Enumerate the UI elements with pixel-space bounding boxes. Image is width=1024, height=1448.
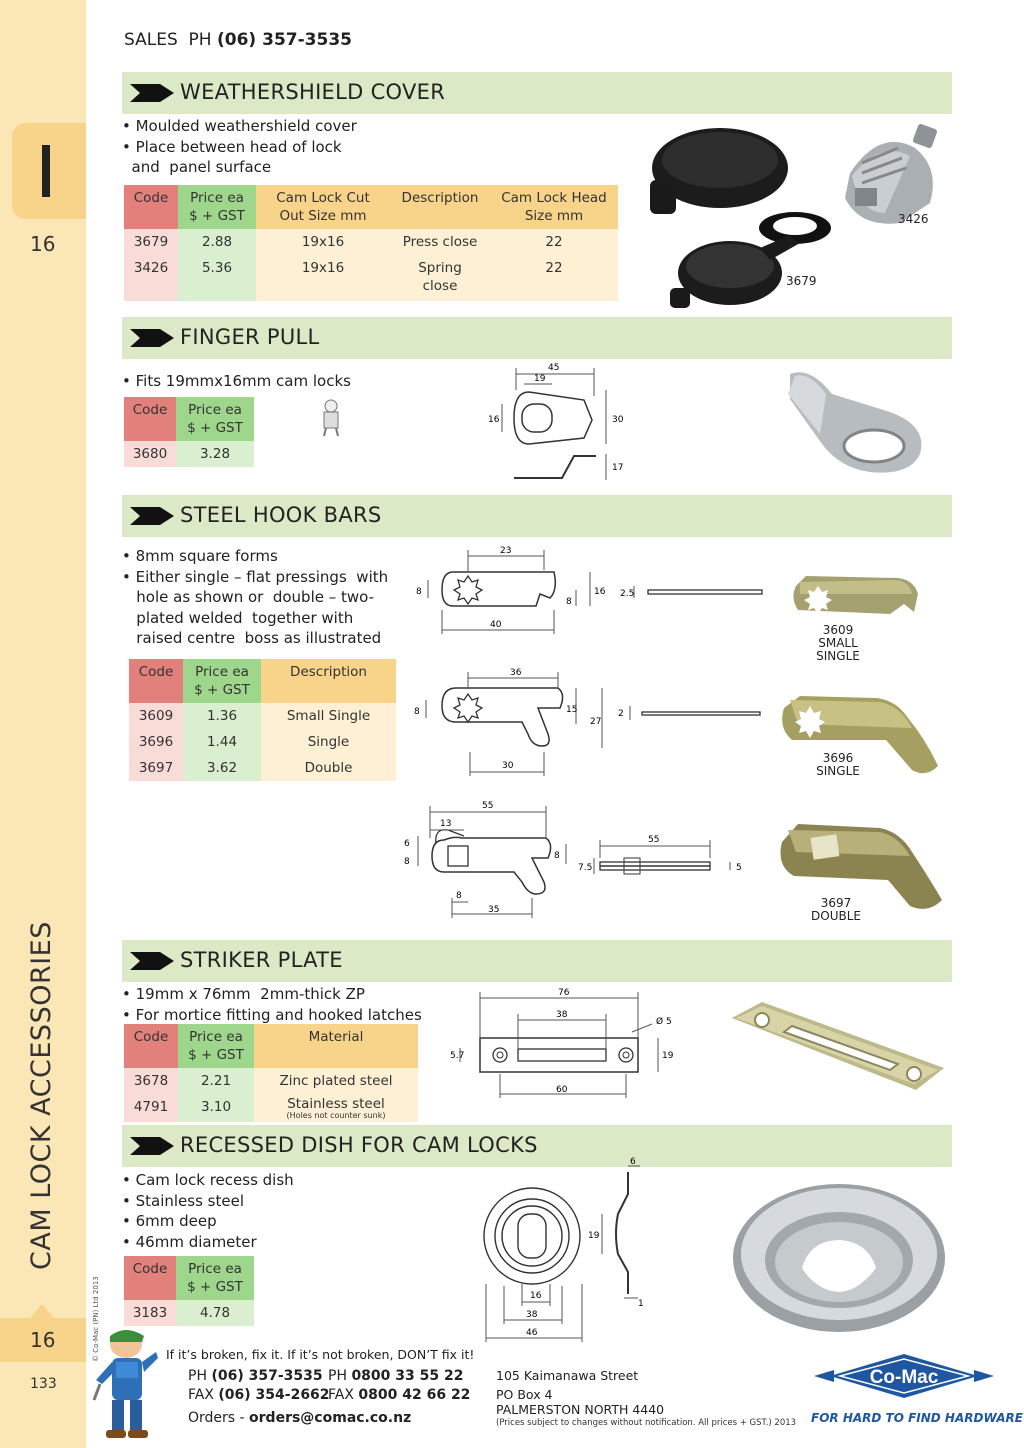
bullet: • Place between head of lock bbox=[122, 137, 342, 156]
label: FAX bbox=[328, 1387, 354, 1403]
dim-label: 6 bbox=[404, 839, 410, 849]
label: FAX bbox=[188, 1387, 214, 1403]
cell-description: Small Single bbox=[261, 703, 396, 729]
cell-price: 4.78 bbox=[176, 1300, 254, 1326]
caption-3696: 3696 SINGLE bbox=[816, 751, 860, 778]
cell-price: 3.28 bbox=[176, 441, 254, 467]
section-bar-striker bbox=[122, 940, 952, 982]
page-number: 133 bbox=[30, 1376, 57, 1392]
section-bar-finger-pull bbox=[122, 317, 952, 359]
section-title: WEATHERSHIELD COVER bbox=[180, 80, 446, 104]
label: Orders - bbox=[188, 1410, 250, 1426]
table-header-row bbox=[129, 659, 396, 703]
cell-price: 1.44 bbox=[183, 729, 261, 755]
section-bar-weathershield bbox=[122, 72, 952, 114]
arrow-icon bbox=[130, 84, 174, 102]
bullet: • Stainless steel bbox=[122, 1191, 244, 1210]
table-row bbox=[129, 703, 396, 729]
sales-prefix: SALES PH bbox=[124, 30, 217, 50]
bottom-tab-notch bbox=[30, 1304, 54, 1318]
dim-label: 40 bbox=[490, 620, 502, 630]
orders-email-link[interactable]: orders@comac.co.nz bbox=[249, 1410, 412, 1426]
freephone-number[interactable]: 0800 33 55 22 bbox=[351, 1368, 464, 1384]
dim-label: 19 bbox=[534, 374, 546, 384]
cell-price: 2.21 bbox=[178, 1068, 254, 1094]
recessed-bullets bbox=[122, 1170, 294, 1252]
dim-label: 55 bbox=[648, 835, 660, 845]
photo-label-3426: 3426 bbox=[898, 212, 929, 226]
bullet: • Cam lock recess dish bbox=[122, 1171, 294, 1189]
header-description: Description bbox=[261, 659, 396, 703]
striker-plate-diagram bbox=[446, 984, 686, 1100]
label: PH bbox=[328, 1368, 347, 1384]
cell-code: 4791 bbox=[124, 1094, 178, 1122]
arrow-icon bbox=[130, 1137, 174, 1155]
table-row bbox=[124, 229, 618, 255]
dim-label: 38 bbox=[526, 1310, 538, 1320]
bullet: • For mortice fitting and hooked latches bbox=[122, 1005, 422, 1024]
bullet: raised centre boss as illustrated bbox=[122, 629, 382, 647]
logo-text: Co-Mac bbox=[869, 1367, 939, 1388]
cell-price: 3.10 bbox=[178, 1094, 254, 1122]
section-title: STEEL HOOK BARS bbox=[180, 503, 382, 527]
hook-bar-double-diagram bbox=[398, 798, 758, 920]
copyright: © Co-Mac (PN) Ltd 2013 bbox=[92, 1276, 100, 1362]
cell-price: 2.88 bbox=[178, 229, 256, 255]
section-title: RECESSED DISH FOR CAM LOCKS bbox=[180, 1133, 538, 1157]
bullet: plated welded together with bbox=[122, 608, 354, 627]
cell-description: Double bbox=[261, 755, 396, 781]
footer-freefax bbox=[328, 1387, 470, 1403]
dim-label: 23 bbox=[500, 546, 512, 556]
dim-label: 30 bbox=[612, 415, 624, 425]
dim-label: 19 bbox=[662, 1051, 674, 1061]
header-cutout: Cam Lock Cut Out Size mm bbox=[256, 185, 390, 229]
dim-label: 16 bbox=[594, 587, 606, 597]
table-row bbox=[124, 255, 618, 301]
footer-freephone bbox=[328, 1368, 463, 1384]
section-bar-hook-bars bbox=[122, 495, 952, 537]
header-code: Code bbox=[124, 1024, 178, 1068]
footer-orders bbox=[188, 1410, 411, 1426]
hook-bars-price-table bbox=[129, 659, 396, 781]
bullet: • 19mm x 76mm 2mm-thick ZP bbox=[122, 985, 365, 1003]
header-price: Price ea $ + GST bbox=[183, 659, 261, 703]
dim-label: 7.5 bbox=[578, 863, 593, 873]
recessed-dish-photo bbox=[730, 1180, 948, 1336]
section-title: FINGER PULL bbox=[180, 325, 320, 349]
dim-label: Ø 5 bbox=[656, 1017, 672, 1027]
header-head-size: Cam Lock Head Size mm bbox=[490, 185, 618, 229]
freefax-number: 0800 42 66 22 bbox=[358, 1387, 471, 1403]
header-price: Price ea $ + GST bbox=[176, 1256, 254, 1300]
header-code: Code bbox=[129, 659, 183, 703]
address-pobox: PO Box 4 bbox=[496, 1387, 553, 1402]
address-street: 105 Kaimanawa Street bbox=[496, 1368, 639, 1383]
table-row bbox=[129, 729, 396, 755]
table-row bbox=[124, 1300, 254, 1326]
cell-code: 3696 bbox=[129, 729, 183, 755]
dim-label: 5 bbox=[736, 863, 742, 873]
cell-price: 1.36 bbox=[183, 703, 261, 729]
price-disclaimer: (Prices subject to changes without notification. All prices + GST.) 2013 bbox=[496, 1418, 797, 1428]
footer-tagline: If it’s broken, fix it. If it’s not broken, DON’T fix it! bbox=[166, 1347, 475, 1362]
dim-label: 2.5 bbox=[620, 589, 635, 599]
side-title: CAM LOCK ACCESSORIES bbox=[26, 921, 57, 1270]
dim-label: 16 bbox=[488, 415, 500, 425]
table-header-row bbox=[124, 1024, 418, 1068]
dim-label: 45 bbox=[548, 363, 560, 373]
hook-bar-single-diagram bbox=[408, 664, 778, 776]
cell-description: Single bbox=[261, 729, 396, 755]
bottom-tab-number: 16 bbox=[30, 1328, 56, 1352]
header-price: Price ea $ + GST bbox=[176, 397, 254, 441]
dim-label: 38 bbox=[556, 1010, 568, 1020]
bullet: • Moulded weathershield cover bbox=[122, 117, 357, 135]
dim-label: 36 bbox=[510, 668, 522, 678]
finger-pull-photo bbox=[770, 364, 930, 480]
dim-label: 8 bbox=[414, 707, 420, 717]
section-tab-letter bbox=[42, 145, 50, 197]
cell-price: 3.62 bbox=[183, 755, 261, 781]
cell-code: 3680 bbox=[124, 441, 176, 467]
dim-label: 55 bbox=[482, 801, 494, 811]
dim-label: 8 bbox=[404, 857, 410, 867]
dim-label: 30 bbox=[502, 761, 514, 771]
cell-cutout: 19x16 bbox=[256, 229, 390, 255]
footer-fax bbox=[188, 1387, 330, 1403]
dim-label: 15 bbox=[566, 705, 578, 715]
cell-code: 3183 bbox=[124, 1300, 176, 1326]
material-note: (Holes not counter sunk) bbox=[286, 1111, 386, 1120]
weathershield-cover-photo bbox=[640, 118, 950, 313]
address-city: PALMERSTON NORTH 4440 bbox=[496, 1402, 665, 1417]
bullet: • 46mm diameter bbox=[122, 1232, 257, 1251]
photo-label-3679: 3679 bbox=[786, 274, 817, 288]
recessed-price-table bbox=[124, 1256, 254, 1326]
cell-code: 3609 bbox=[129, 703, 183, 729]
hook-bars-bullets bbox=[122, 546, 388, 649]
mechanic-mascot-small bbox=[316, 398, 346, 438]
weathershield-bullets bbox=[122, 116, 357, 178]
table-row bbox=[124, 1068, 418, 1094]
cell-description: Press close bbox=[390, 229, 490, 255]
label: PH bbox=[188, 1368, 207, 1384]
table-row bbox=[129, 755, 396, 781]
header-material: Material bbox=[254, 1024, 418, 1068]
table-header-row bbox=[124, 397, 254, 441]
bullet: hole as shown or double – two- bbox=[122, 588, 375, 606]
finger-pull-diagram bbox=[484, 360, 634, 485]
cell-price: 5.36 bbox=[178, 255, 256, 301]
dim-label: 60 bbox=[556, 1085, 568, 1095]
table-row bbox=[124, 1094, 418, 1122]
dim-label: 5.7 bbox=[450, 1051, 465, 1061]
dim-label: 8 bbox=[456, 891, 462, 901]
finger-pull-price-table bbox=[124, 397, 254, 467]
dim-label: 8 bbox=[416, 587, 422, 597]
mechanic-mascot bbox=[92, 1326, 162, 1442]
dim-label: 46 bbox=[526, 1328, 538, 1338]
dim-label: 2 bbox=[618, 709, 624, 719]
cell-code: 3679 bbox=[124, 229, 178, 255]
bullet: • Either single – flat pressings with bbox=[122, 567, 389, 586]
header-description: Description bbox=[390, 185, 490, 229]
comac-logo bbox=[814, 1352, 994, 1402]
dim-label: 16 bbox=[530, 1291, 542, 1301]
table-header-row bbox=[124, 1256, 254, 1300]
bullet: and panel surface bbox=[122, 158, 272, 176]
cell-head-size: 22 bbox=[490, 229, 618, 255]
cell-code: 3426 bbox=[124, 255, 178, 301]
arrow-icon bbox=[130, 952, 174, 970]
header-code: Code bbox=[124, 1256, 176, 1300]
dim-label: 8 bbox=[554, 851, 560, 861]
recessed-dish-diagram bbox=[478, 1154, 668, 1350]
cell-description: Spring close bbox=[390, 255, 490, 301]
weathershield-price-table bbox=[124, 185, 618, 301]
dim-label: 19 bbox=[588, 1231, 600, 1241]
caption-3697: 3697 DOUBLE bbox=[811, 896, 861, 923]
section-title: STRIKER PLATE bbox=[180, 948, 343, 972]
striker-bullets bbox=[122, 984, 422, 1025]
arrow-icon bbox=[130, 507, 174, 525]
table-header-row bbox=[124, 185, 618, 229]
phone-number[interactable]: (06) 357-3535 bbox=[211, 1368, 323, 1384]
bullet: • 8mm square forms bbox=[122, 547, 278, 565]
section-tab-number: 16 bbox=[30, 232, 56, 256]
material-name: Stainless steel bbox=[287, 1096, 385, 1112]
slogan: FOR HARD TO FIND HARDWARE bbox=[811, 1411, 1023, 1425]
dim-label: 6 bbox=[630, 1157, 636, 1167]
dim-label: 27 bbox=[590, 717, 602, 727]
cell-material: Zinc plated steel bbox=[254, 1068, 418, 1094]
dim-label: 35 bbox=[488, 905, 500, 915]
header-code: Code bbox=[124, 397, 176, 441]
dim-label: 17 bbox=[612, 463, 624, 473]
header-code: Code bbox=[124, 185, 178, 229]
dim-label: 8 bbox=[566, 597, 572, 607]
bullet: • Fits 19mmx16mm cam locks bbox=[122, 372, 351, 390]
table-row bbox=[124, 441, 254, 467]
striker-price-table bbox=[124, 1024, 418, 1122]
cell-cutout: 19x16 bbox=[256, 255, 390, 301]
cell-material bbox=[254, 1094, 418, 1122]
bullet: • 6mm deep bbox=[122, 1212, 217, 1230]
footer-phone bbox=[188, 1368, 323, 1384]
dim-label: 13 bbox=[440, 819, 452, 829]
sales-phone bbox=[124, 30, 352, 50]
cell-head-size: 22 bbox=[490, 255, 618, 301]
sales-number: (06) 357-3535 bbox=[217, 30, 352, 50]
striker-plate-photo bbox=[728, 994, 948, 1094]
cell-code: 3697 bbox=[129, 755, 183, 781]
hook-bar-3609-photo bbox=[786, 568, 926, 626]
header-price: Price ea $ + GST bbox=[178, 1024, 254, 1068]
dim-label: 76 bbox=[558, 988, 570, 998]
caption-3609: 3609 SMALL SINGLE bbox=[816, 623, 860, 663]
finger-pull-bullets bbox=[122, 371, 351, 392]
dim-label: 1 bbox=[638, 1299, 644, 1309]
fax-number: (06) 354-2662 bbox=[218, 1387, 330, 1403]
arrow-icon bbox=[130, 329, 174, 347]
cell-code: 3678 bbox=[124, 1068, 178, 1094]
header-price: Price ea $ + GST bbox=[178, 185, 256, 229]
hook-bar-small-single-diagram bbox=[408, 540, 778, 636]
